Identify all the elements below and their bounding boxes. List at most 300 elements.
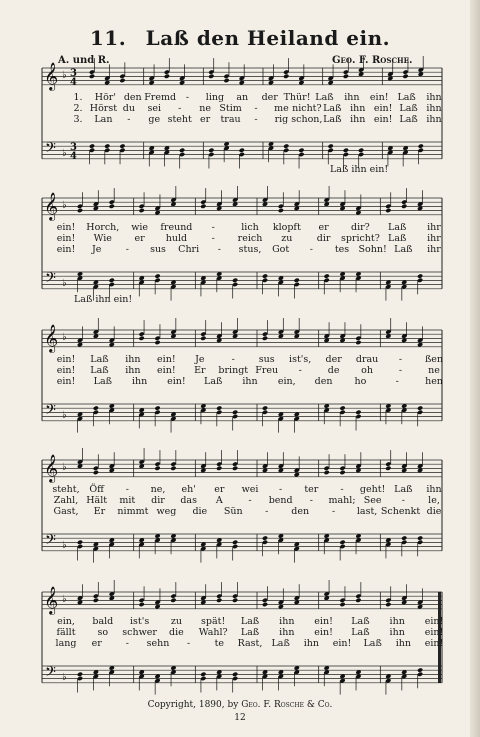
lyric-syllable: ein! (424, 638, 444, 649)
hymn-number: 11. (89, 26, 127, 50)
bass-note (154, 405, 160, 410)
lyric-syllable: stus, (238, 244, 262, 255)
lyric-syllable: - (309, 495, 313, 506)
lyric-syllable: - (211, 233, 215, 244)
bass-clef-icon: 𝄢 (45, 402, 56, 422)
flat-key-icon: ♭ (62, 70, 67, 81)
lyric-syllable: huld (165, 233, 188, 244)
time-sig-bottom: 4 (70, 77, 77, 88)
bass-note (232, 672, 238, 677)
lyric-syllable: bend (268, 495, 293, 506)
time-sig-top: 3 (70, 142, 77, 153)
lyric-syllable: die (426, 506, 442, 517)
lyric-syllable: Laß (271, 638, 290, 649)
lyric-syllable: - (125, 638, 129, 649)
lyric-syllable: an (236, 92, 249, 103)
lyric-syllable: ein! (56, 222, 76, 233)
lyric-syllable: mahl; (328, 495, 356, 506)
treble-note (385, 466, 391, 471)
lyric-syllable: last, (356, 506, 378, 517)
music-system-3 (42, 324, 444, 440)
bass-note (401, 535, 407, 540)
lyric-syllable: reich (237, 233, 263, 244)
lyric-syllable: klopft (272, 222, 301, 233)
lyric-syllable: ein! (167, 376, 186, 387)
bass-note (417, 273, 423, 278)
bass-note (216, 405, 222, 410)
bass-clef-icon: 𝄢 (45, 532, 56, 552)
lyric-syllable: ein! (373, 103, 393, 114)
lyric-syllable: Freu (255, 365, 279, 376)
lyric-syllable: - (332, 506, 336, 517)
lyric-syllable: Je (91, 244, 102, 255)
lyric-syllable: Wie (93, 233, 112, 244)
bass-note (232, 540, 238, 545)
lyric-syllable: ne, (150, 484, 166, 495)
flat-key-icon: ♭ (62, 462, 67, 473)
lyric-syllable: den (123, 92, 142, 103)
flat-key-icon: ♭ (62, 332, 67, 343)
bass-note (77, 540, 83, 545)
lyric-syllable: Laß (388, 222, 407, 233)
bass-note (77, 672, 83, 677)
treble-note (402, 74, 408, 79)
lyric-syllable: Stim (219, 103, 242, 114)
lyric-syllable: ein! (314, 627, 333, 638)
lyric-syllable: ihn (389, 616, 405, 627)
lyric-syllable: dir (151, 495, 165, 506)
lyric-syllable: ein! (56, 365, 76, 376)
lyric-syllable: - (401, 495, 405, 506)
bass-note (109, 278, 115, 283)
lyric-syllable: ein, (57, 616, 75, 627)
lyric-syllable: zu (170, 616, 182, 627)
lyric-syllable: ihn (344, 92, 360, 103)
lyric-syllable: Thür! (283, 92, 311, 103)
lyric-syllable: tes (334, 244, 350, 255)
lyric-syllable: ein! (56, 244, 76, 255)
lyric-syllable: er (91, 638, 102, 649)
lyric-syllable: - (185, 92, 190, 103)
treble-note (93, 470, 99, 475)
lyric-syllable: ein! (373, 114, 393, 125)
treble-note (139, 336, 145, 341)
treble-note (278, 208, 284, 213)
music-system-2 (42, 192, 442, 308)
lyric-syllable: weg (156, 506, 177, 517)
lyric-syllable: Laß (323, 103, 342, 114)
lyric-syllable: Zahl, (53, 495, 79, 506)
lyric-syllable: hen (425, 376, 443, 387)
lyric-syllable: - (298, 365, 302, 376)
flat-key-icon: ♭ (62, 410, 67, 421)
lyric-syllable: - (187, 638, 191, 649)
page-edge (470, 0, 480, 737)
treble-note (170, 466, 176, 471)
lyric-syllable: steht, (52, 484, 80, 495)
lyric-syllable: Laß (363, 638, 382, 649)
bass-note (324, 273, 330, 278)
treble-note (324, 470, 330, 475)
treble-note (262, 336, 268, 341)
lyric-syllable: ihn (131, 376, 148, 387)
bass-note (232, 278, 238, 283)
treble-clef-icon: 𝄞 (44, 62, 59, 90)
treble-clef-icon: 𝄞 (44, 454, 59, 482)
lyric-syllable: Laß (351, 616, 370, 627)
treble-note (262, 602, 268, 607)
lyric-syllable: bringt (218, 365, 249, 376)
treble-note (216, 466, 222, 471)
treble-clef-icon: 𝄞 (44, 324, 59, 352)
page-number: 12 (234, 713, 246, 723)
lyric-syllable: Je (195, 354, 205, 365)
lyric-syllable: ihn (125, 365, 141, 376)
copyright-line (0, 700, 480, 710)
treble-note (339, 602, 345, 607)
lyric-syllable: - (127, 114, 131, 125)
treble-note (385, 208, 391, 213)
lyric-syllable: Laß (90, 354, 109, 365)
lyric-syllable: Horch, (86, 222, 120, 233)
lyric-syllable: ihr (427, 244, 441, 255)
copyright-holder: Geo. F. Rosche & Co. (241, 700, 333, 710)
lyric-syllable: ein! (56, 376, 76, 387)
lyric-syllable: ein! (332, 638, 352, 649)
lyric-syllable: lang (55, 638, 77, 649)
lyric-syllable: ihn (242, 376, 258, 387)
time-sig-top: 3 (70, 68, 77, 79)
lyric-syllable: ein! (369, 92, 389, 103)
lyric-syllable: ein! (424, 627, 444, 638)
lyric-syllable: ihn (395, 638, 411, 649)
treble-note (223, 78, 229, 83)
lyric-syllable: der (325, 354, 342, 365)
treble-clef-icon: 𝄞 (44, 586, 59, 614)
lyric-syllable: ein! (56, 233, 76, 244)
bass-note (343, 148, 349, 153)
bass-note (179, 148, 185, 153)
lyric-syllable: drau (355, 354, 379, 365)
bass-note (339, 540, 345, 545)
lyric-syllable: Laß (394, 484, 413, 495)
lyric-syllable: te (214, 638, 225, 649)
lyric-syllable: ho (354, 376, 367, 387)
treble-note (139, 602, 145, 607)
lyric-syllable: eh' (181, 484, 196, 495)
lyric-syllable: ist's, (289, 354, 312, 365)
lyric-syllable: 2. (73, 103, 83, 114)
lyric-syllable: Laß (90, 365, 109, 376)
lyric-syllable: - (217, 244, 221, 255)
bass-note (358, 148, 364, 153)
treble-note (200, 204, 206, 209)
lyric-syllable: See (363, 495, 382, 506)
time-sig-bottom: 4 (70, 151, 77, 162)
lyric-syllable: wei (241, 484, 259, 495)
lyric-syllable: Laß (240, 616, 260, 627)
lyric-syllable: - (279, 484, 283, 495)
lyric-syllable: - (125, 484, 129, 495)
lyric-syllable: sus (258, 354, 275, 365)
lyric-syllable: Laß (388, 233, 407, 244)
bass-note (417, 405, 423, 410)
lyric-syllable: - (178, 103, 182, 114)
flat-key-icon: ♭ (62, 200, 67, 211)
lyric-syllable: rig (274, 114, 289, 125)
lyric-syllable: Hörst (89, 103, 118, 114)
lyric-syllable: er (134, 233, 145, 244)
lyric-syllable: Er (194, 365, 206, 376)
lyric-syllable: Hält (86, 495, 108, 506)
lyric-syllable: Laß (240, 627, 260, 638)
lyric-syllable: ihn (389, 627, 405, 638)
lyric-syllable: 3. (73, 114, 83, 125)
lyric-syllable: ihn (303, 638, 319, 649)
bass-note (119, 143, 125, 148)
lyric-syllable: zu (281, 233, 293, 244)
lyric-syllable: ein! (314, 616, 333, 627)
treble-note (154, 340, 160, 345)
composer-credit: Geo. F. Rosche. (332, 55, 413, 66)
lyric-syllable: ne (428, 365, 440, 376)
lyric-syllable: sus (150, 244, 166, 255)
lyric-syllable: A (215, 495, 223, 506)
bass-note (93, 405, 99, 410)
lyric-syllable: ihr (427, 222, 441, 233)
lyric-syllable: - (125, 244, 129, 255)
lyric-syllable: schon, (291, 114, 323, 125)
lyric-syllable: er (318, 222, 329, 233)
lyric-syllable: ling (205, 92, 225, 103)
lyric-syllable: ihn (350, 103, 366, 114)
bass-response-text: Laß ihn ein! (74, 294, 133, 305)
bass-note (232, 410, 238, 415)
lyric-syllable: le, (428, 495, 440, 506)
lyric-syllable: wie (131, 222, 148, 233)
treble-note (355, 598, 361, 603)
lyric-syllable: ihn (426, 103, 442, 114)
lyric-syllable: me (274, 103, 289, 114)
lyric-syllable: - (398, 354, 403, 365)
bass-note (200, 672, 206, 677)
bass-note (328, 143, 334, 148)
treble-note (232, 466, 238, 471)
lyric-syllable: ihn (125, 354, 141, 365)
lyric-syllable: - (265, 506, 269, 517)
lyric-syllable: - (211, 222, 215, 233)
lyric-syllable: Laß (323, 114, 342, 125)
bass-note (154, 273, 160, 278)
flat-key-icon: ♭ (62, 672, 67, 683)
lyric-syllable: so (97, 627, 109, 638)
bass-note (104, 143, 110, 148)
lyric-syllable: bald (92, 616, 114, 627)
lyric-syllable: ihn (279, 627, 295, 638)
lyric-syllable: sehn (146, 638, 170, 649)
treble-note (343, 74, 349, 79)
treble-note (385, 602, 391, 607)
lyric-syllable: du (122, 103, 135, 114)
bass-note (208, 148, 214, 153)
lyric-syllable: - (254, 103, 258, 114)
lyric-syllable: - (309, 244, 313, 255)
lyric-syllable: oh (361, 365, 373, 376)
treble-clef-icon: 𝄞 (44, 192, 59, 220)
lyric-syllable: dir? (351, 222, 370, 233)
bass-clef-icon: 𝄢 (45, 664, 56, 684)
bass-note (355, 410, 361, 415)
treble-note (119, 78, 125, 83)
lyric-syllable: die (192, 506, 208, 517)
lyric-syllable: Sohn! (358, 244, 387, 255)
treble-note (93, 598, 99, 603)
lyric-syllable: der (261, 92, 278, 103)
lyric-syllable: ein, (277, 376, 296, 387)
bass-note (339, 405, 345, 410)
treble-note (216, 598, 222, 603)
bass-note (417, 535, 423, 540)
lyric-syllable: Lan (94, 114, 113, 125)
lyric-syllable: dir (316, 233, 331, 244)
lyric-syllable: Öff (89, 484, 104, 495)
treble-note (208, 74, 214, 79)
lyric-syllable: Laß (315, 92, 334, 103)
lyric-syllable: ßen (424, 354, 444, 365)
lyric-syllable: ter (304, 484, 319, 495)
lyric-syllable: spricht? (340, 233, 380, 244)
lyric-syllable: Rast, (237, 638, 263, 649)
lyric-syllable: ihn (426, 484, 442, 495)
lyric-syllable: Laß (394, 244, 413, 255)
lyric-syllable: Gast, (53, 506, 79, 517)
music-system-4 (42, 454, 442, 570)
bass-note (283, 143, 289, 148)
lyric-syllable: Laß (351, 627, 370, 638)
bass-note (262, 273, 268, 278)
lyric-syllable: Laß (93, 376, 112, 387)
bass-note (418, 143, 424, 148)
lyric-syllable: Laß (397, 92, 416, 103)
lyric-syllable: Er (93, 506, 106, 517)
lyric-syllable: Laß (204, 376, 223, 387)
bass-response-text: Laß ihn ein! (330, 164, 389, 175)
lyric-syllable: ihr (427, 233, 441, 244)
lyric-syllable: nimmt (117, 506, 149, 517)
lyric-syllable: - (248, 495, 252, 506)
music-system-5 (42, 586, 444, 702)
lyric-syllable: er (200, 114, 211, 125)
lyric-syllable: ist's (129, 616, 150, 627)
lyric-syllable: Schenkt (380, 506, 421, 517)
treble-note (170, 598, 176, 603)
lyric-syllable: - (254, 114, 258, 125)
lyric-syllable: - (340, 484, 344, 495)
treble-note (77, 208, 83, 213)
lyricist-credit: A. und R. (58, 55, 110, 66)
lyric-syllable: - (395, 376, 399, 387)
treble-note (154, 466, 160, 471)
treble-note (232, 598, 238, 603)
treble-note (139, 208, 145, 213)
music-system-1 (42, 62, 442, 178)
lyric-syllable: 1. (73, 92, 83, 103)
lyric-syllable: die (169, 627, 184, 638)
treble-note (339, 470, 345, 475)
lyric-syllable: das (180, 495, 197, 506)
lyric-syllable: - (231, 354, 235, 365)
lyric-syllable: fällt (56, 627, 76, 638)
bass-note (262, 535, 268, 540)
lyric-syllable: ein! (157, 365, 176, 376)
bass-note (298, 148, 304, 153)
treble-note (109, 204, 115, 209)
flat-key-icon: ♭ (62, 594, 67, 605)
lyric-syllable: de (327, 365, 340, 376)
lyric-syllable: ge (148, 114, 161, 125)
bass-note (294, 278, 300, 283)
lyric-syllable: Hör' (94, 92, 116, 103)
lyric-syllable: Sün (223, 506, 243, 517)
lyric-syllable: sei (147, 103, 162, 114)
lyric-syllable: nicht? (292, 103, 322, 114)
lyric-syllable: er (214, 484, 225, 495)
lyric-syllable: mit (119, 495, 136, 506)
lyric-syllable: Chri (178, 244, 200, 255)
lyric-syllable: trau (220, 114, 241, 125)
lyric-syllable: ne (199, 103, 212, 114)
bass-note (239, 148, 245, 153)
lyric-syllable: freund (160, 222, 193, 233)
bass-note (262, 405, 268, 410)
treble-note (283, 74, 289, 79)
lyric-syllable: Laß (399, 114, 418, 125)
lyric-syllable: Fremd (144, 92, 177, 103)
bass-note (417, 667, 423, 672)
lyric-syllable: ihn (426, 92, 442, 103)
treble-note (401, 204, 407, 209)
bass-clef-icon: 𝄢 (45, 140, 56, 160)
lyric-syllable: ein! (424, 616, 444, 627)
hymn-name: Laß den Heiland ein. (145, 26, 391, 50)
lyric-syllable: ein! (157, 354, 176, 365)
lyric-syllable: den (314, 376, 333, 387)
treble-note (200, 336, 206, 341)
lyric-syllable: ein! (56, 354, 76, 365)
lyric-syllable: Laß (399, 103, 418, 114)
hymn-title (0, 26, 480, 50)
lyric-syllable: den (291, 506, 310, 517)
treble-note (164, 74, 170, 79)
flat-key-icon: ♭ (62, 148, 67, 159)
treble-note (89, 74, 95, 79)
lyric-syllable: lich (241, 222, 259, 233)
lyric-syllable: geht! (359, 484, 386, 495)
lyric-syllable: schwer (122, 627, 157, 638)
lyric-syllable: ihn (426, 114, 442, 125)
lyric-syllable: steht (167, 114, 192, 125)
lyric-syllable: spät! (201, 616, 226, 627)
treble-note (355, 340, 361, 345)
copyright-prefix: Copyright, 1890, by (147, 700, 239, 710)
lyric-syllable: ihn (279, 616, 295, 627)
lyric-syllable: ihn (350, 114, 366, 125)
lyric-syllable: - (398, 365, 403, 376)
bass-clef-icon: 𝄢 (45, 270, 56, 290)
flat-key-icon: ♭ (62, 540, 67, 551)
lyric-syllable: Got (272, 244, 290, 255)
lyric-syllable: Wahl? (198, 627, 228, 638)
